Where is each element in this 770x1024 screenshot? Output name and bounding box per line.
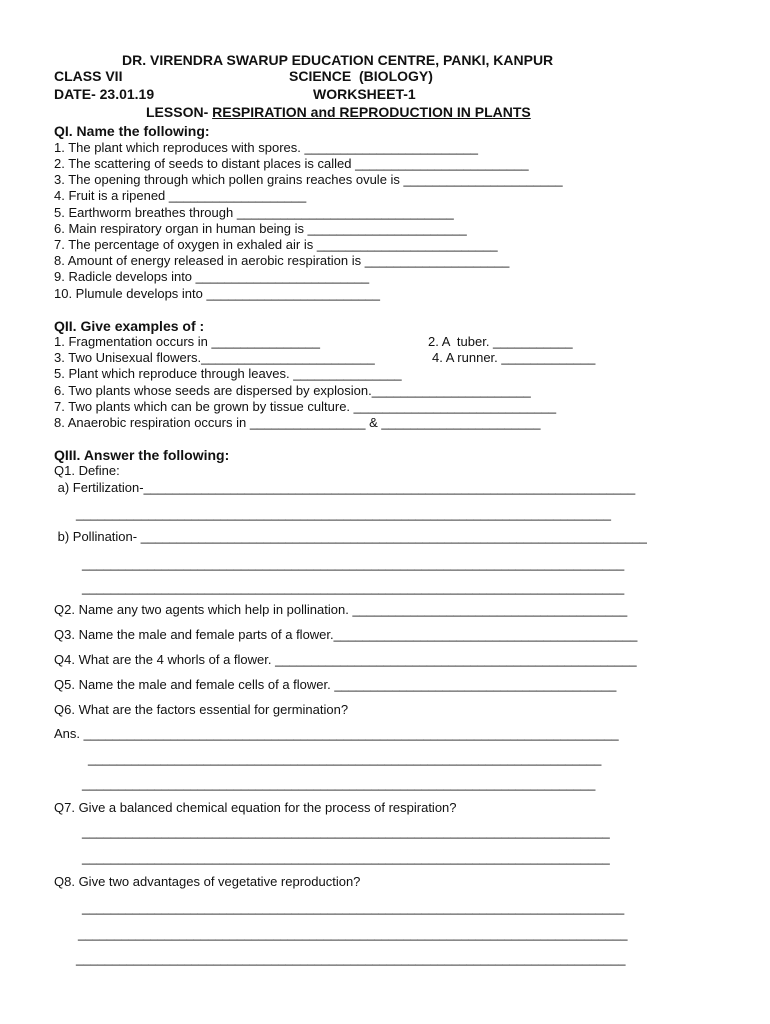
section1-item: 2. The scattering of seeds to distant places is called ________________________ <box>54 156 529 171</box>
question-q6: Q6. What are the factors essential for germination? <box>54 702 349 717</box>
section1-item: 4. Fruit is a ripened ___________________ <box>54 188 307 203</box>
class-label: CLASS VII <box>54 68 123 84</box>
section2-item: 1. Fragmentation occurs in _______________ <box>54 334 320 349</box>
answer-label: Ans. __________________________________________________________________________ <box>54 726 619 741</box>
answer-line: _______________________________________________________________________ <box>88 751 602 766</box>
question-q1a: a) Fertilization-____________________________________________________________________ <box>54 480 636 495</box>
answer-line: ___________________________________________________________________________ <box>82 900 625 915</box>
lesson-line <box>146 104 531 120</box>
answer-line: __________________________________________________________________________ <box>76 506 612 521</box>
section3-heading: QIII. Answer the following: <box>54 447 230 463</box>
answer-line: ____________________________________________________________________________ <box>78 926 628 941</box>
lesson-prefix: LESSON- <box>146 104 213 120</box>
section1-item: 10. Plumule develops into ________________________ <box>54 286 381 301</box>
lesson-title: RESPIRATION and REPRODUCTION IN PLANTS <box>212 104 531 120</box>
section1-item: 9. Radicle develops into ________________________ <box>54 269 370 284</box>
section2-item: 3. Two Unisexual flowers.________________________ <box>54 350 375 365</box>
answer-line: ____________________________________________________________________________ <box>76 951 626 966</box>
section2-item: 2. A tuber. ___________ <box>428 334 573 349</box>
question-q8: Q8. Give two advantages of vegetative reproduction? <box>54 874 361 889</box>
school-name: DR. VIRENDRA SWARUP EDUCATION CENTRE, PANKI, KANPUR <box>122 52 554 68</box>
question-q4: Q4. What are the 4 whorls of a flower. __________________________________________________ <box>54 652 637 667</box>
section1-item: 7. The percentage of oxygen in exhaled air is _________________________ <box>54 237 498 252</box>
question-q5: Q5. Name the male and female cells of a flower. _______________________________________ <box>54 677 617 692</box>
section1-item: 5. Earthworm breathes through ______________________________ <box>54 205 454 220</box>
answer-line: ___________________________________________________________________________ <box>82 580 625 595</box>
answer-line: ___________________________________________________________________________ <box>82 556 625 571</box>
answer-line: _______________________________________________________________________ <box>82 776 596 791</box>
section2-item: 5. Plant which reproduce through leaves. _______________ <box>54 366 402 381</box>
section2-heading: QII. Give examples of : <box>54 318 205 334</box>
question-q3: Q3. Name the male and female parts of a flower.__________________________________________ <box>54 627 638 642</box>
worksheet-label: WORKSHEET-1 <box>313 86 416 102</box>
question-q7: Q7. Give a balanced chemical equation for the process of respiration? <box>54 800 457 815</box>
question-q2: Q2. Name any two agents which help in pollination. ______________________________________ <box>54 602 628 617</box>
date-label: DATE- 23.01.19 <box>54 86 155 102</box>
section1-item: 6. Main respiratory organ in human being is ______________________ <box>54 221 467 236</box>
section2-item: 8. Anaerobic respiration occurs in ________________ & ______________________ <box>54 415 541 430</box>
section2-item: 7. Two plants which can be grown by tissue culture. ____________________________ <box>54 399 557 414</box>
answer-line: _________________________________________________________________________ <box>82 824 610 839</box>
section1-item: 1. The plant which reproduces with spores. ________________________ <box>54 140 479 155</box>
subject-label: SCIENCE (BIOLOGY) <box>289 68 433 84</box>
question-q1b: b) Pollination- ______________________________________________________________________ <box>54 529 647 544</box>
section1-heading: QI. Name the following: <box>54 123 210 139</box>
section1-item: 8. Amount of energy released in aerobic respiration is ____________________ <box>54 253 510 268</box>
section1-item: 3. The opening through which pollen grains reaches ovule is ______________________ <box>54 172 563 187</box>
answer-line: _________________________________________________________________________ <box>82 850 610 865</box>
section2-item: 6. Two plants whose seeds are dispersed by explosion.______________________ <box>54 383 531 398</box>
question-q1: Q1. Define: <box>54 463 120 478</box>
section2-item: 4. A runner. _____________ <box>432 350 596 365</box>
